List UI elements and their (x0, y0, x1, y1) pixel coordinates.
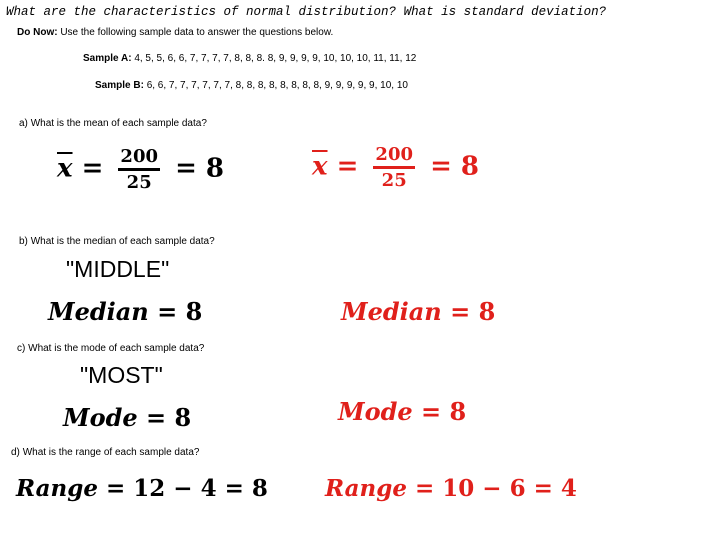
median-value-right: 8 (478, 297, 496, 326)
mean-denominator-left: 25 (126, 172, 152, 193)
sample-b-line (95, 80, 408, 91)
mean-numerator-right: 200 (373, 144, 415, 169)
mean-fraction-right (373, 144, 415, 191)
mean-equation-right: $\overline{x}$ = $\frac{200}{25}$ = 8 (312, 144, 479, 191)
do-now-text: Use the following sample data to answer the questions below. (60, 27, 334, 38)
mode-label-left: Mode (63, 403, 138, 432)
question-c (17, 343, 204, 354)
median-value-left: 8 (185, 297, 203, 326)
mode-value-left: 8 (174, 403, 192, 432)
range-label-right: Range (325, 475, 407, 502)
do-now-label: Do Now: (17, 27, 58, 38)
mean-equation-left: $\overline{x}$ = $\frac{200}{25}$ = 8 (57, 146, 224, 193)
mode-label-right: Mode (338, 397, 413, 426)
question-a-text: What is the mean of each sample data? (30, 118, 207, 129)
mean-denominator-right: 25 (381, 170, 407, 191)
mean-result-right: 8 (460, 151, 479, 182)
mean-fraction-left (118, 146, 160, 193)
range-value-left: 8 (251, 475, 268, 502)
slide-title: What are the characteristics of normal distribution? What is standard deviation? (6, 5, 607, 19)
hint-middle: "MIDDLE" (66, 256, 170, 282)
mean-result-left: 8 (205, 153, 224, 184)
sample-b-values: 6, 6, 7, 7, 7, 7, 7, 7, 8, 8, 8, 8, 8, 8, 8, 8, 9, 9, 9, 9, 9, 10, 10 (146, 80, 408, 91)
question-d (11, 447, 199, 458)
sample-a-label: Sample A: (83, 53, 132, 64)
range-label-left: Range (16, 475, 98, 502)
sample-b-label: Sample B: (95, 80, 144, 91)
question-b (19, 236, 215, 247)
median-label-right: Median (341, 297, 442, 326)
median-label-left: Median (48, 297, 149, 326)
mode-value-right: 8 (449, 397, 467, 426)
question-a (19, 118, 207, 129)
sample-a-line (83, 53, 416, 64)
median-equation-right: Median = 8 (341, 297, 496, 326)
question-c-text: What is the mode of each sample data? (28, 343, 205, 354)
sample-a-values: 4, 5, 5, 6, 6, 7, 7, 7, 7, 8, 8, 8. 8, 9, 9, 9, 9, 10, 10, 10, 11, 11, 12 (134, 53, 417, 64)
median-equation-left: Median = 8 (48, 297, 203, 326)
range-equation-right: Range = 10 − 6 = 4 (325, 475, 577, 502)
range-value-right: 4 (560, 475, 577, 502)
mean-symbol-right: $\overline{x}$ (312, 151, 328, 182)
range-expression-right: 10 − 6 (442, 475, 526, 502)
hint-most: "MOST" (80, 362, 163, 388)
mode-equation-right: Mode = 8 (338, 397, 467, 426)
mean-symbol: $\overline{x}$ (57, 153, 73, 184)
range-expression-left: 12 − 4 (133, 475, 217, 502)
question-d-letter: d) (11, 447, 20, 458)
range-equation-left: Range = 12 − 4 = 8 (16, 475, 268, 502)
question-b-letter: b) (19, 236, 28, 247)
question-a-letter: a) (19, 118, 28, 129)
question-c-letter: c) (17, 343, 26, 354)
mean-numerator-left: 200 (118, 146, 160, 171)
question-d-text: What is the range of each sample data? (22, 447, 200, 458)
do-now-line (17, 27, 333, 38)
mode-equation-left: Mode = 8 (63, 403, 192, 432)
question-b-text: What is the median of each sample data? (30, 236, 215, 247)
